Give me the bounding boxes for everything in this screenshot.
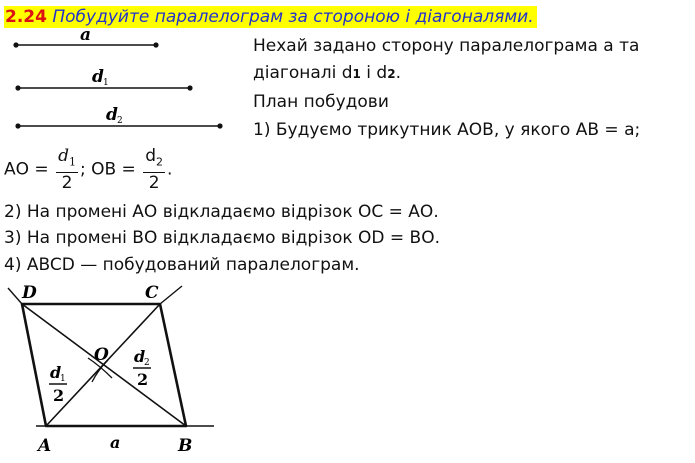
segment-d1-label: d	[92, 67, 104, 87]
segment-a-label: a	[80, 25, 92, 45]
ob-middle: ; ОВ =	[79, 159, 136, 180]
vertex-a: A	[38, 436, 52, 456]
side-a-label: a	[110, 433, 121, 452]
parallelogram-figure	[0, 278, 240, 463]
fraction-2-denominator: 2	[143, 172, 165, 193]
intro-sub-1: 1	[352, 67, 361, 81]
intro-line-2-end: .	[395, 63, 401, 83]
segment-d2-subscript: 2	[117, 116, 123, 126]
extension-right	[160, 286, 182, 304]
intro-line-2	[253, 62, 401, 85]
vertex-b: B	[178, 436, 193, 456]
segment-a-end-left	[13, 42, 18, 47]
left-fraction-subscript: 1	[60, 374, 66, 384]
fraction-2-numerator: d	[145, 146, 156, 166]
intro-line-2-middle: і d	[360, 63, 388, 83]
fraction-1-numerator: d	[58, 146, 69, 166]
segment-d2-end-right	[217, 123, 222, 128]
fraction-1-subscript: 1	[68, 155, 76, 169]
step-3: 3) На промені ВО відкладаємо відрізок OD = ВО.	[4, 228, 441, 248]
right-fraction-subscript: 2	[144, 358, 150, 368]
step-2: 2) На промені АО відкладаємо відрізок ОС = АО.	[4, 202, 439, 222]
intro-sub-2: 2	[387, 67, 396, 81]
segment-d1-end-right	[187, 85, 192, 90]
step-1: 1) Будуємо трикутник АОВ, у якого АВ = а;	[253, 120, 641, 140]
right-fraction-denominator: 2	[137, 370, 149, 389]
fraction-d1-over-2	[56, 146, 78, 193]
intro-line-2-start: діагоналі d	[253, 63, 353, 83]
given-segments	[0, 24, 240, 134]
segment-d1-end-left	[15, 85, 20, 90]
fraction-1-denominator: 2	[56, 172, 78, 193]
step-1-continuation	[4, 146, 172, 193]
problem-number: 2.24	[5, 7, 47, 27]
fraction-d2-over-2	[143, 146, 165, 193]
left-fraction-numerator: d	[50, 363, 62, 382]
step-4: 4) ABCD — побудований паралелограм.	[4, 255, 360, 275]
segment-d2-label: d	[106, 105, 118, 125]
extension-left	[8, 288, 22, 304]
center-o: O	[94, 345, 109, 365]
problem-statement: Побудуйте паралелограм за стороною і діагоналями.	[52, 7, 534, 27]
plan-heading: План побудови	[253, 92, 389, 112]
intro-line-1: Нехай задано сторону паралелограма а та	[253, 36, 640, 56]
fraction-2-subscript: 2	[156, 155, 163, 169]
segment-d2-end-left	[15, 123, 20, 128]
ao-prefix: АО =	[4, 159, 49, 180]
segment-a-end-right	[153, 42, 158, 47]
vertex-c: C	[145, 283, 159, 303]
vertex-d: D	[22, 283, 37, 303]
step-1-end: .	[167, 159, 173, 180]
left-fraction-denominator: 2	[53, 386, 65, 405]
right-fraction-numerator: d	[134, 347, 146, 366]
segment-d1-subscript: 1	[103, 78, 109, 88]
